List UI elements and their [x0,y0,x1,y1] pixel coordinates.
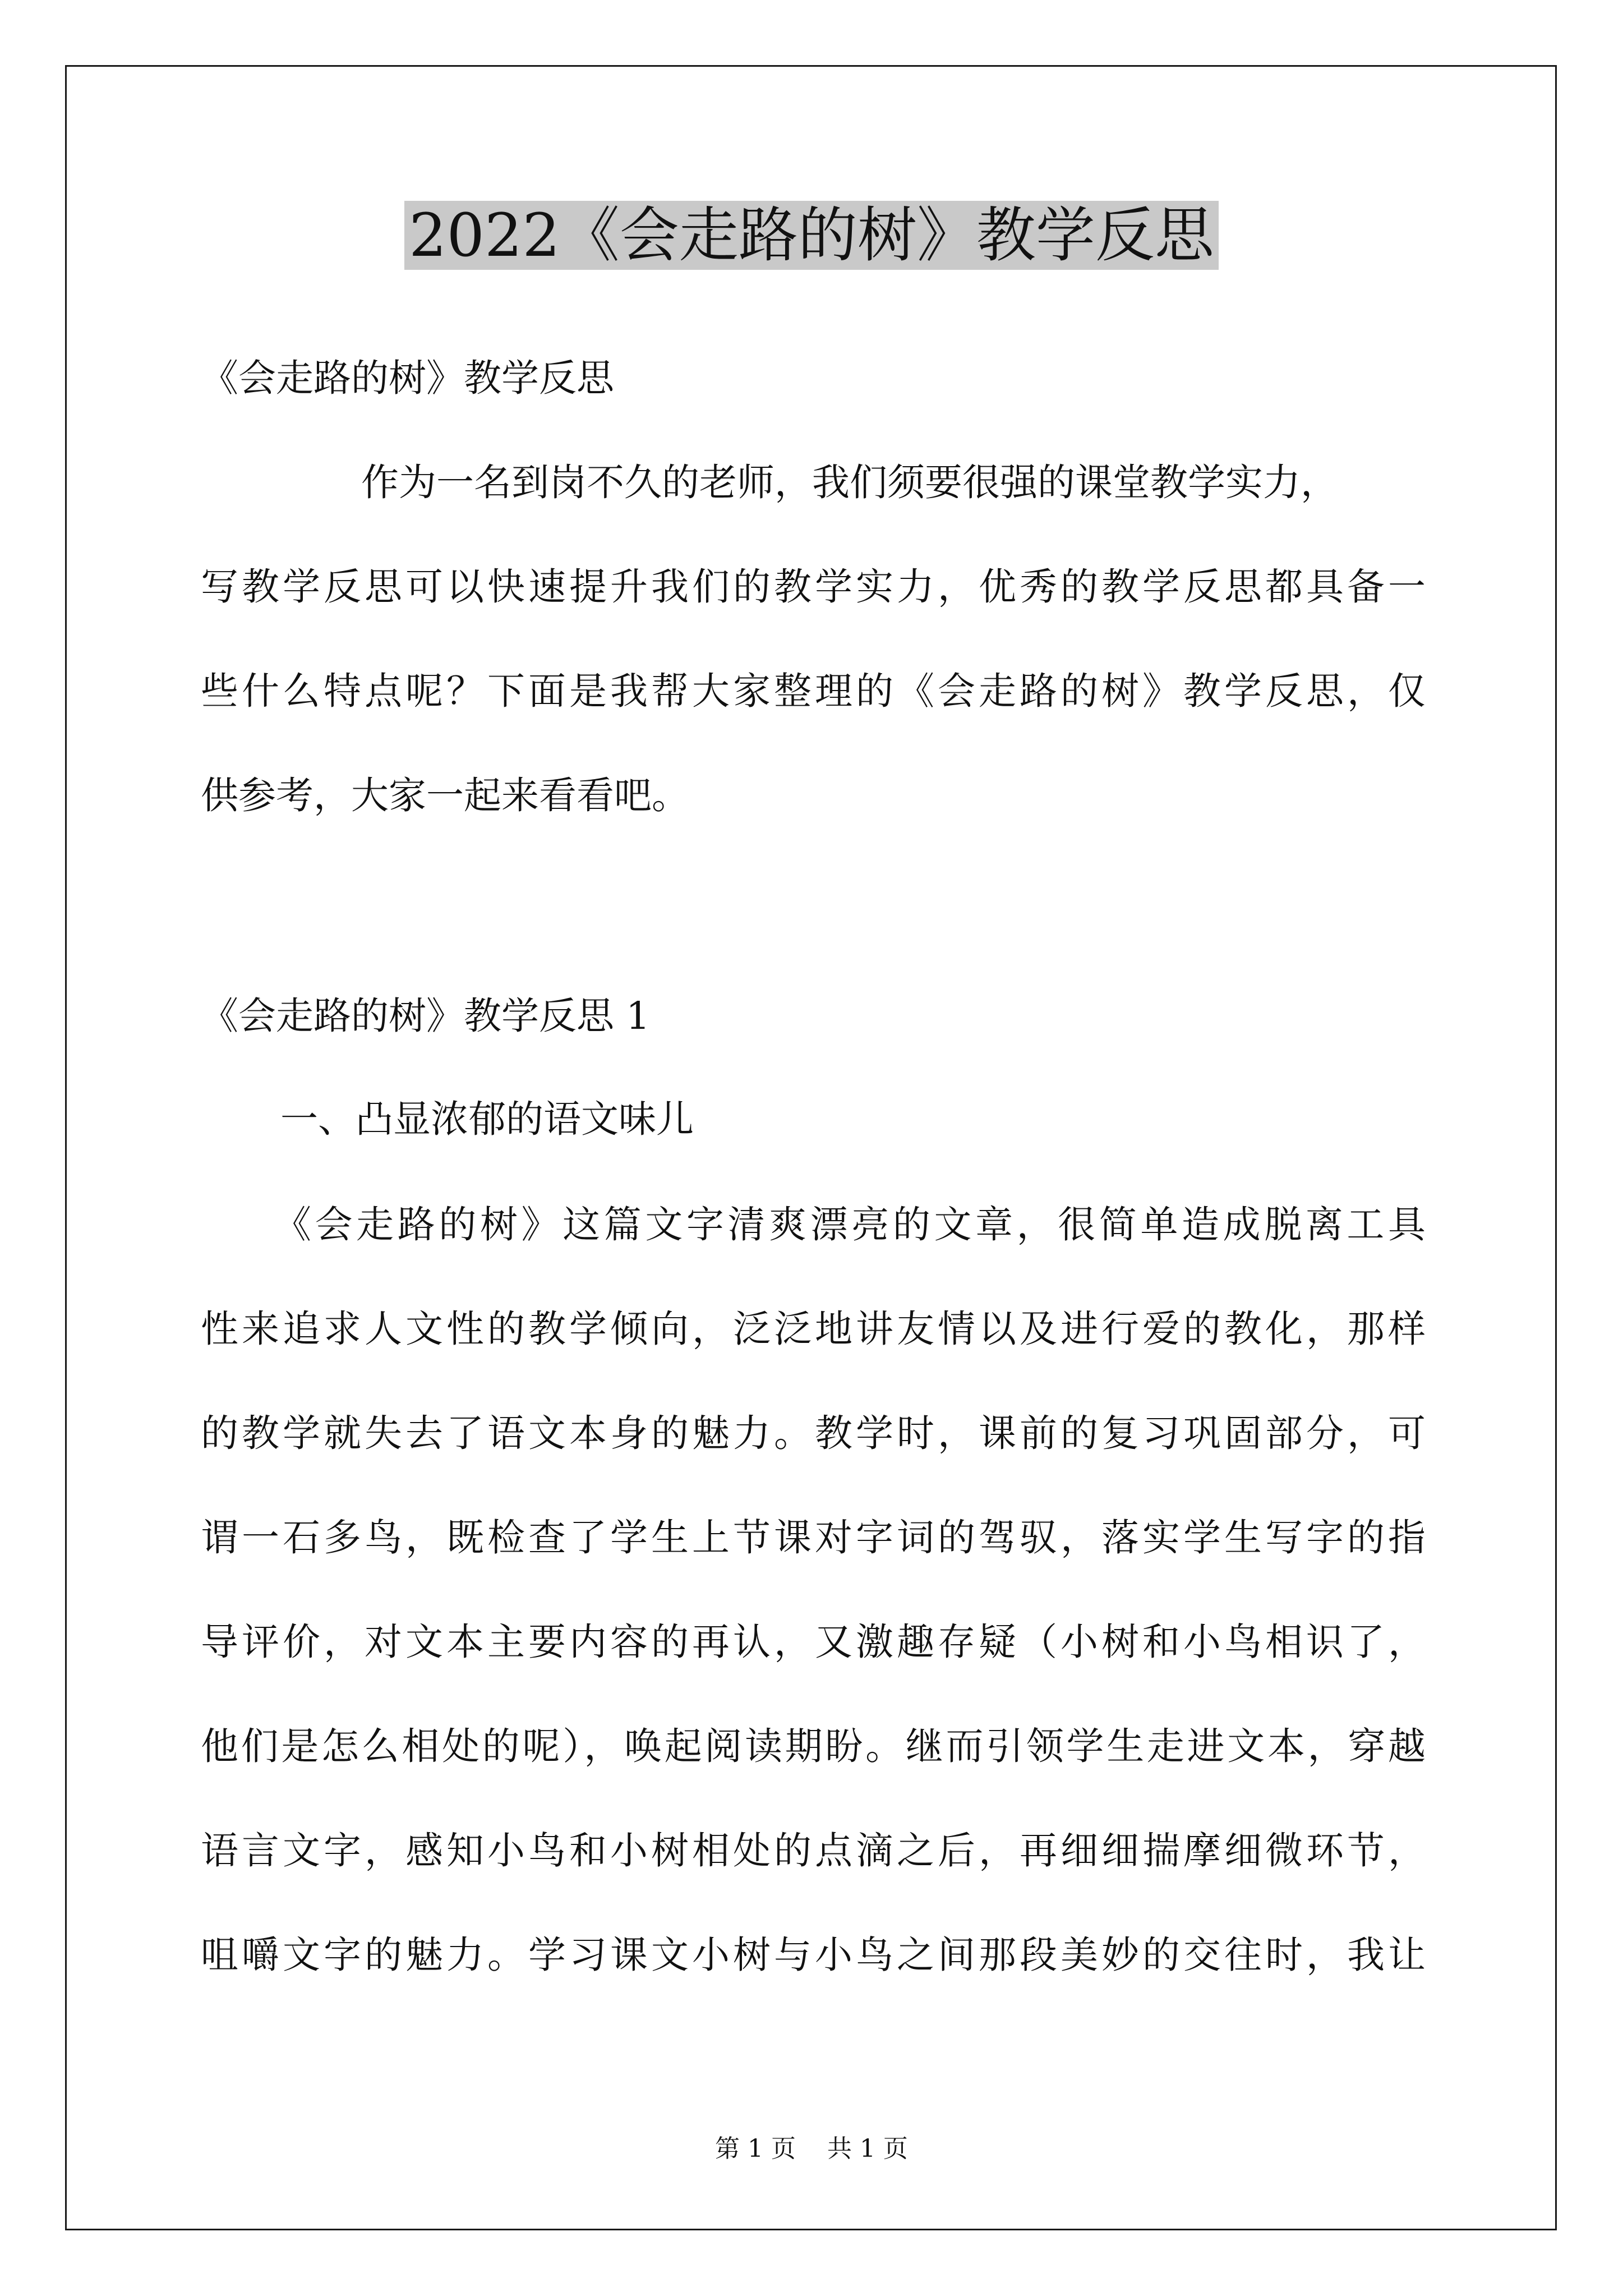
body-line: 咀嚼文字的魅力。学习课文小树与小鸟之间那段美妙的交往时，我让 [201,1933,1426,1977]
intro-line: 写教学反思可以快速提升我们的教学实力，优秀的教学反思都具备一 [201,565,1426,609]
body-line: 《会走路的树》这篇文字清爽漂亮的文章，很简单造成脱离工具 [274,1203,1426,1246]
subtitle: 《会走路的树》教学反思 [201,356,614,400]
body-line: 的教学就失去了语文本身的魅力。教学时，课前的复习巩固部分，可 [201,1411,1426,1455]
intro-line: 些什么特点呢？下面是我帮大家整理的《会走路的树》教学反思，仅 [201,669,1426,713]
intro-line: 作为一名到岗不久的老师，我们须要很强的课堂教学实力， [361,461,1338,504]
intro-line: 供参考，大家一起来看看吧。 [201,774,689,817]
body-line: 性来追求人文性的教学倾向，泛泛地讲友情以及进行爱的教化，那样 [201,1307,1426,1351]
document-body [201,0,1426,2244]
section-heading: 《会走路的树》教学反思 1 [201,994,650,1038]
body-line: 他们是怎么相处的呢），唤起阅读期盼。继而引领学生走进文本，穿越 [201,1724,1426,1768]
title-text: 2022《会走路的树》教学反思 [404,201,1219,270]
subsection-heading: 一、凸显浓郁的语文味儿 [280,1097,694,1141]
body-line: 语言文字，感知小鸟和小树相处的点滴之后，再细细揣摩细微环节， [201,1829,1426,1872]
body-line: 谓一石多鸟，既检查了学生上节课对字词的驾驭，落实学生写字的指 [201,1516,1426,1559]
page-footer: 第 1 页 共 1 页 [715,2134,908,2163]
body-line: 导评价，对文本主要内容的再认，又激趣存疑（小树和小鸟相识了， [201,1620,1426,1664]
